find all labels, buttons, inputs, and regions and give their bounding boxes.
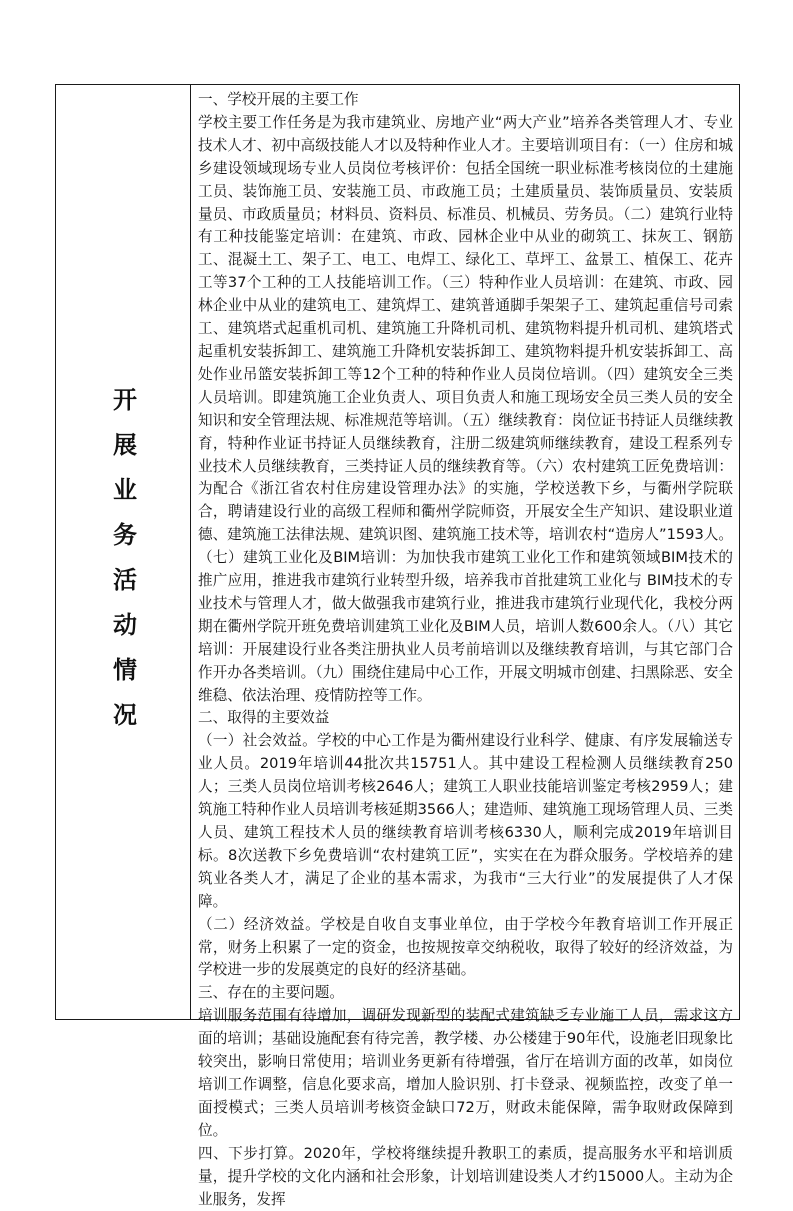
label-cell bbox=[56, 85, 191, 1019]
section-4-body: 四、下步打算。2020年，学校将继续提升教职工的素质，提高服务水平和培训质量，提升学校的文化内涵和社会形象，计划培训建设类人才约15000人。主动为企业服务，发挥 bbox=[198, 1144, 733, 1208]
section-2-heading: 二、取得的主要效益 bbox=[198, 709, 330, 727]
section-1-body: 学校主要工作任务是为我市建筑业、房地产业“两大产业”培养各类管理人才、专业技术人才、初中高级技能人才以及特种作业人才。主要培训项目有：（一）住房和城乡建设领域现场专业人员岗位考核评价：包括全国统一职业标准考核岗位的土建施工员、装饰施工员、安装施工员、市政施工员；土建质量员、装饰质量员、安装质量员、市政质量员；材料员、资料员、标准员、机械员、劳务员。（二）建筑行业特有工种技能鉴定培训：在建筑、市政、园林企业中从业的砌筑工、抹灰工、钢筋工、混凝土工、架子工、电工、电焊工、绿化工、草坪工、盆景工、植保工、花卉工等37个工种的工人技能培训工作。（三）特种作业人员培训：在建筑、市政、园林企业中从业的建筑电工、建筑焊工、建筑普通脚手架架子工、建筑起重信号司索工、建筑塔式起重机司机、建筑施工升降机司机、建筑物料提升机司机、建筑塔式起重机安装拆卸工、建筑施工升降机安装拆卸工、建筑物料提升机安装拆卸工、高处作业吊篮安装拆卸工等12个工种的特种作业人员岗位培训。（四）建筑安全三类人员培训。即建筑施工企业负责人、项目负责人和施工现场安全员三类人员的安全知识和安全管理法规、标准规范等培训。（五）继续教育：岗位证书持证人员继续教育，特种作业证书持证人员继续教育，注册二级建筑师继续教育，建设工程系列专业技术人员继续教育，三类持证人员的继续教育等。（六）农村建筑工匠免费培训：为配合《浙江省农村住房建设管理办法》的实施，学校送教下乡，与衢州学院联合，聘请建设行业的高级工程师和衢州学院师资，开展安全生产知识、建设职业道德、建筑施工法律法规、建筑识图、建筑施工技术等，培训农村“造房人”1593人。（七）建筑工业化及BIM培训：为加快我市建筑工业化工作和建筑领域BIM技术的推广应用，推进我市建筑行业转型升级，培养我市首批建筑工业化与 BIM技术的专业技术与管理人才，做大做强我市建筑行业，推进我市建筑行业现代化，我校分两期在衢州学院开班免费培训建筑工业化及BIM人员，培训人数600余人。（八）其它培训：开展建设行业各类注册执业人员考前培训以及继续教育培训，与其它部门合作开办各类培训。（九）围绕住建局中心工作，开展文明城市创建、扫黑除恶、安全维稳、依法治理、疫情防控等工作。 bbox=[198, 113, 733, 704]
section-2-economic-benefit: （二）经济效益。学校是自收自支事业单位，由于学校今年教育培训工作开展正常，财务上积累了一定的资金，也按规按章交纳税收，取得了较好的经济效益，为学校进一步的发展奠定的良好的经济基础。 bbox=[198, 915, 733, 979]
section-3-body: 培训服务范围有待增加，调研发现新型的装配式建筑缺乏专业施工人员，需求这方面的培训；基础设施配套有待完善，教学楼、办公楼建于90年代，设施老旧现象比较突出，影响日常使用；培训业务更新有待增强，省厅在培训方面的改革，如岗位培训工作调整，信息化要求高，增加人脸识别、打卡登录、视频监控，改变了单一面授模式；三类人员培训考核资金缺口72万，财政未能保障，需争取财政保障到位。 bbox=[198, 1007, 733, 1139]
report-table bbox=[55, 84, 740, 1208]
content-cell bbox=[191, 85, 739, 1208]
section-2-social-benefit: （一）社会效益。学校的中心工作是为衢州建设行业科学、健康、有序发展输送专业人员。2019年培训44批次共15751人。其中建设工程检测人员继续教育250人；三类人员岗位培训考核2646人；建筑工人职业技能培训鉴定考核2959人；建筑施工特种作业人员培训考核延期3566人；建造师、建筑施工现场管理人员、三类人员、建筑工程技术人员的继续教育培训考核6330人，顺利完成2019年培训目标。8次送教下乡免费培训“农村建筑工匠”，实实在在为群众服务。学校培养的建筑业各类人才，满足了企业的基本需求，为我市“三大行业”的发展提供了人才保障。 bbox=[198, 732, 733, 910]
side-label: 开展业务活动情况 bbox=[108, 387, 138, 747]
section-1-heading: 一、学校开展的主要工作 bbox=[198, 91, 359, 108]
section-3-heading: 三、存在的主要问题。 bbox=[198, 984, 344, 1002]
